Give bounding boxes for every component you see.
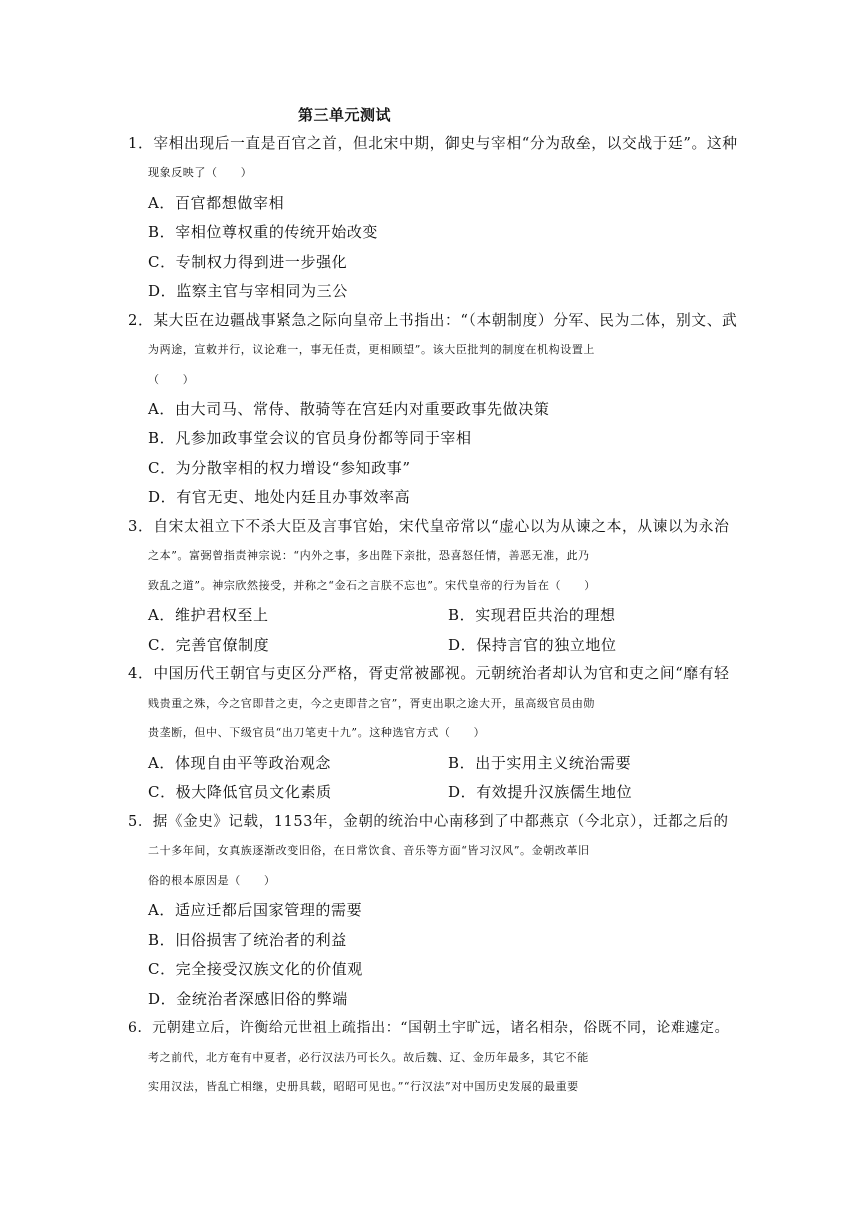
question-4-stem-line-2: 贱贵重之殊，今之官即昔之吏，今之吏即昔之官”，胥吏出职之途大开，虽高级官员由勋 [148, 697, 596, 710]
question-5-stem-line-2: 二十多年间，女真族逐渐改变旧俗，在日常饮食、音乐等方面“皆习汉风”。金朝改革旧 [148, 844, 590, 857]
question-5-option-c: C．完全接受汉族文化的价值观 [148, 960, 363, 978]
question-6-stem-line-1: 6．元朝建立后，许衡给元世祖上疏指出：“国朝土宇旷远，诸名相杂，俗既不同，论难遽定。 [128, 1020, 730, 1036]
question-2-option-b: B．凡参加政事堂会议的官员身份都等同于宰相 [148, 429, 472, 447]
question-1-option-c: C．专制权力得到进一步强化 [148, 253, 348, 271]
question-2-option-d: D．有官无吏、地处内廷且办事效率高 [148, 488, 411, 506]
question-2-option-a: A．由大司马、常侍、散骑等在宫廷内对重要政事先做决策 [148, 400, 550, 418]
question-3-option-b: B．实现君臣共治的理想 [448, 606, 616, 624]
question-4-stem-line-1: 4．中国历代王朝官与吏区分严格，胥吏常被鄙视。元朝统治者却认为官和吏之间“靡有轻 [128, 665, 730, 682]
question-5-stem-line-3: 俗的根本原因是（ ） [148, 874, 276, 887]
question-1-stem-line-1: 1．宰相出现后一直是百官之首，但北宋中期，御史与宰相“分为敌垒，以交战于廷”。这种 [128, 135, 738, 152]
question-6-stem-line-2: 考之前代，北方奄有中夏者，必行汉法乃可长久。故后魏、辽、金历年最多，其它不能 [148, 1051, 589, 1064]
question-2-option-c: C．为分散宰相的权力增设“参知政事” [148, 459, 411, 477]
question-4-option-c: C．极大降低官员文化素质 [148, 783, 332, 801]
question-3-option-a: A．维护君权至上 [148, 606, 269, 624]
question-2-stem-line-1: 2．某大臣在边疆战事紧急之际向皇帝上书指出：“（本朝制度）分军、民为二体，别文、武 [128, 312, 738, 329]
question-2-stem-line-2: 为两途，宣敕并行，议论难一，事无任责，更相顾望”。该大臣批判的制度在机构设置上 [148, 343, 596, 356]
question-4-option-d: D．有效提升汉族儒生地位 [448, 783, 633, 801]
question-6-stem-line-3: 实用汉法，皆乱亡相继，史册具载，昭昭可见也。”“行汉法”对中国历史发展的最重要 [148, 1080, 579, 1093]
question-1-stem-line-2: 现象反映了（ ） [148, 166, 253, 179]
question-1-option-d: D．监察主官与宰相同为三公 [148, 282, 348, 300]
question-5-option-d: D．金统治者深感旧俗的弊端 [148, 990, 348, 1008]
question-2-stem-line-3: （ ） [148, 373, 195, 386]
question-4-option-b: B．出于实用主义统治需要 [448, 754, 632, 772]
question-4-option-a: A．体现自由平等政治观念 [148, 754, 332, 772]
question-1-option-a: A．百官都想做宰相 [148, 194, 285, 212]
question-3-option-d: D．保持言官的独立地位 [448, 636, 617, 654]
question-3-stem-line-1: 3．自宋太祖立下不杀大臣及言事官始，宋代皇帝常以“虚心以为从谏之本，从谏以为永治 [128, 518, 730, 535]
question-3-option-c: C．完善官僚制度 [148, 636, 270, 654]
question-3-stem-line-2: 之本”。富弼曾指责神宗说：“内外之事，多出陛下亲批，恐喜怒任情，善恶无准，此乃 [148, 549, 590, 562]
question-4-stem-line-3: 贵垄断，但中、下级官员“出刀笔吏十九”。这种选官方式（ ） [148, 726, 486, 739]
question-5-option-b: B．旧俗损害了统治者的利益 [148, 931, 347, 949]
question-5-stem-line-1: 5．据《金史》记载，1153年，金朝的统治中心南移到了中都燕京（今北京），迁都之后的 [128, 814, 729, 830]
question-1-option-b: B．宰相位尊权重的传统开始改变 [148, 223, 379, 241]
question-5-option-a: A．适应迁都后国家管理的需要 [148, 901, 363, 919]
page-title: 第三单元测试 [298, 106, 392, 124]
question-3-stem-line-3: 致乱之道”。神宗欣然接受，并称之“金石之言朕不忘也”。宋代皇帝的行为旨在（ ） [148, 579, 596, 592]
